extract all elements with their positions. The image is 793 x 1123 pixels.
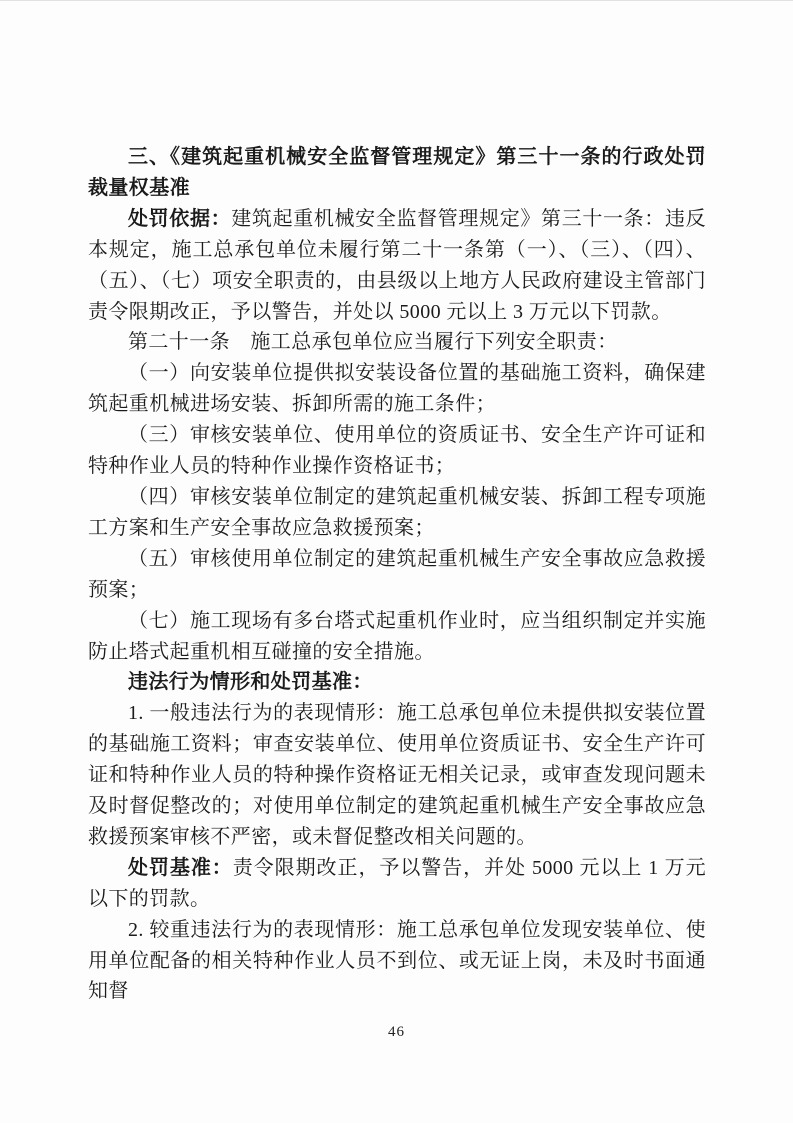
violation-penalty-heading: 违法行为情形和处罚基准： bbox=[128, 671, 373, 694]
page-number: 46 bbox=[388, 1024, 405, 1040]
general-violation-paragraph: 1. 一般违法行为的表现情形：施工总承包单位未提供拟安装位置的基础施工资料；审查安装单位、使用单位资质证书、安全生产许可证和特种作业人员的特种操作资格证无相关记录，或审查发现问题未及时督促整改的；对使用单位制定的建筑起重机械生产安全事故应急救援预案审核不严密，或未督促整改相关问题的。 bbox=[88, 702, 706, 848]
article-21-item-5: （五）审核使用单位制定的建筑起重机械生产安全事故应急救援预案； bbox=[88, 547, 706, 601]
article-21-item-4: （四）审核安装单位制定的建筑起重机械安装、拆卸工程专项施工方案和生产安全事故应急救援预案； bbox=[88, 485, 706, 539]
penalty-basis-text: 建筑起重机械安全监督管理规定》第三十一条：违反本规定，施工总承包单位未履行第二十一条第（一）、（三）、（四）、（五）、（七）项安全职责的，由县级以上地方人民政府建设主管部门责令限期改正，予以警告，并处以 5000 元以上 3 万元以下罚款。 bbox=[88, 207, 707, 323]
penalty-basis-label: 处罚依据： bbox=[128, 207, 232, 230]
penalty-standard-text: 责令限期改正，予以警告，并处 5000 元以上 1 万元以下的罚款。 bbox=[88, 856, 707, 910]
page-footer bbox=[0, 1023, 793, 1041]
penalty-standard-label: 处罚基准： bbox=[128, 856, 233, 879]
penalty-standard-paragraph bbox=[88, 853, 706, 915]
penalty-basis-paragraph bbox=[88, 204, 706, 328]
article-21-item-1: （一）向安装单位提供拟安装设备位置的基础施工资料，确保建筑起重机械进场安装、拆卸所需的施工条件； bbox=[88, 362, 706, 416]
document-body bbox=[88, 142, 706, 1007]
serious-violation-paragraph: 2. 较重违法行为的表现情形：施工总承包单位发现安装单位、使用单位配备的相关特种作业人员不到位、或无证上岗，未及时书面通知督 bbox=[88, 918, 706, 1003]
article-21-intro: 第二十一条 施工总承包单位应当履行下列安全职责： bbox=[128, 331, 618, 354]
article-21-item-7: （七）施工现场有多台塔式起重机作业时，应当组织制定并实施防止塔式起重机相互碰撞的安全措施。 bbox=[88, 609, 706, 663]
article-21-item-3: （三）审核安装单位、使用单位的资质证书、安全生产许可证和特种作业人员的特种作业操作资格证书； bbox=[88, 424, 706, 478]
section-heading: 三、《建筑起重机械安全监督管理规定》第三十一条的行政处罚裁量权基准 bbox=[88, 146, 706, 199]
